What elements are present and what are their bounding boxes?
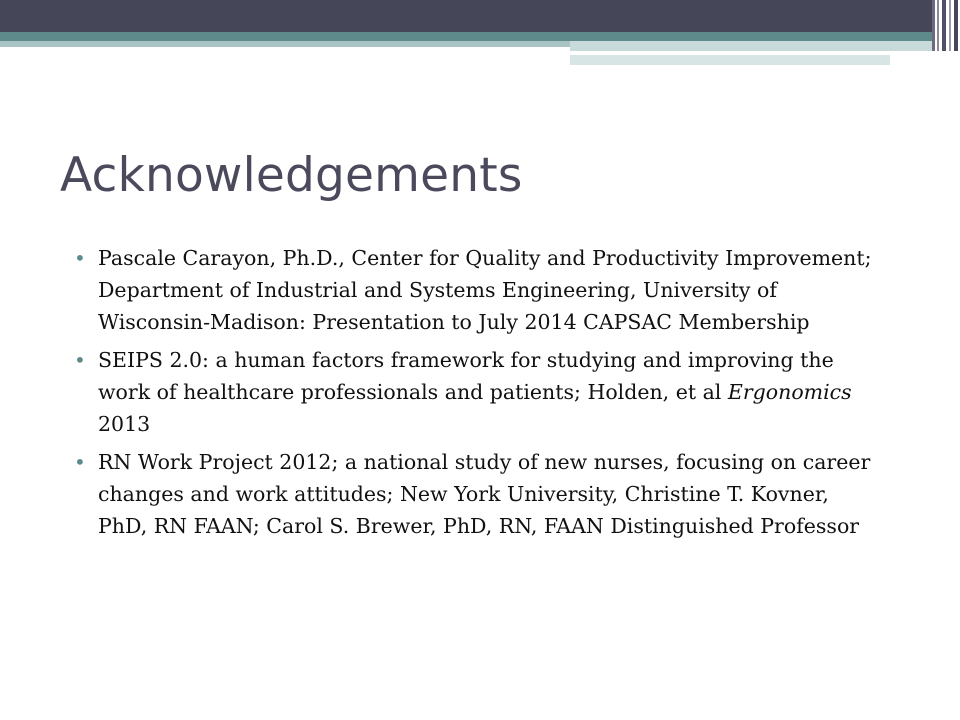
header-bar-light <box>0 41 570 47</box>
bullet-icon: • <box>74 246 86 270</box>
bullet-text: Pascale Carayon, Ph.D., Center for Quality and Productivity Improvement; Department of Industrial and Systems Engineering, University of Wisconsin-Madison: Presentation to July 2014 CAPSAC Membership <box>98 246 872 334</box>
bullet-item <box>74 242 874 338</box>
header-bar-dark <box>0 0 932 32</box>
header-stripe <box>954 0 958 51</box>
bullet-text: SEIPS 2.0: a human factors framework for studying and improving the work of healthcare professionals and patients; Holden, et al <box>98 348 834 404</box>
header-bar-light-lower <box>570 55 890 65</box>
bullet-icon: • <box>74 450 86 474</box>
bullet-item <box>74 344 874 440</box>
header-bar-light-right <box>570 41 932 51</box>
bullet-item <box>74 446 874 542</box>
header-stripe <box>937 0 939 51</box>
header-divider-line <box>570 51 890 53</box>
header-stripe <box>942 0 946 51</box>
slide-title: Acknowledgements <box>60 148 523 203</box>
bullet-list <box>74 242 874 548</box>
header-stripe <box>932 0 935 51</box>
header-stripe <box>949 0 951 51</box>
bullet-text: RN Work Project 2012; a national study of new nurses, focusing on career changes and work attitudes; New York University, Christine T. Kovner, PhD, RN FAAN; Carol S. Brewer, PhD, RN, FAAN Distinguished Professor <box>98 450 871 538</box>
journal-name: Ergonomics <box>727 380 852 404</box>
bullet-year: 2013 <box>98 412 151 436</box>
header-bar-teal <box>0 32 932 41</box>
bullet-icon: • <box>74 348 86 372</box>
